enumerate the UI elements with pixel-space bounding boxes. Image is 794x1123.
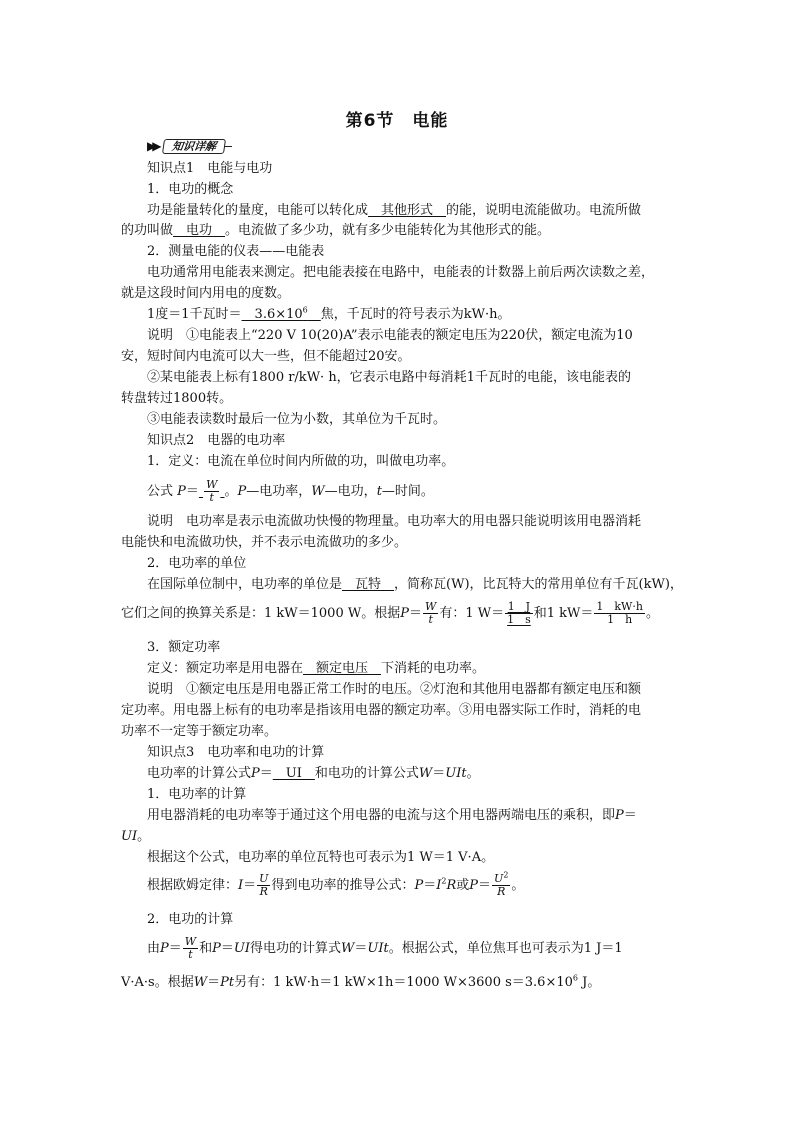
answer-blank: 电功 [173,223,226,238]
badge-divider [224,146,232,147]
answer-blank: UI [272,766,315,781]
fraction-u-over-r: $\frac{U}{R}$ [259,872,269,898]
knowledge-badge [147,138,232,154]
fraction-w-over-t: $\frac{W}{t}$ [206,478,218,504]
answer-blank: 其他形式 [368,203,447,218]
kp2-heading: 知识点2 电器的电功率 [147,433,286,448]
double-arrow-icon: ▶▶ [147,139,158,153]
kp2-unit-line2: 它们之间的换算关系是：1 kW＝1000 W。根据P＝ $\frac{W}{t}$ 有：1 W＝ $\frac{1 J}{1 s}$ 和1 kW＝ $\frac{1 kW\cdot h}{1 h}$ 。 [121,600,659,626]
fraction-w-over-t: $\frac{W}{t}$ [425,600,437,626]
kp1-s2-line2: 就是这段时间内用电的度数。 [121,286,291,301]
kp2-rated-def: 定义：额定功率是用电器在 额定电压 下消耗的电功率。 [147,661,486,676]
fraction-u2-over-r: $\frac{U^2}{R}$ [494,870,509,898]
kp1-s2-title: 2．测量电能的仪表——电能表 [147,244,325,259]
kp1-s1-title: 1．电功的概念 [147,182,234,197]
kp2-formula-line: 公式 P＝ $\frac{W}{t}$ 。P—电功率，W—电功，t—时间。 [147,478,434,504]
kp3-calc-line2: UI。 [121,829,151,844]
kp2-unit-title: 2．电功率的单位 [147,556,247,571]
answer-blank: 瓦特 [342,577,395,592]
kp3-work-title: 2．电功的计算 [147,912,234,927]
kp3-heading: 知识点3 电功率和电功的计算 [147,745,325,760]
kp2-note-line2: 电能快和电流做功快，并不表示电流做功的多少。 [121,535,408,550]
answer-blank [199,478,225,504]
kp3-formula-line: 电功率的计算公式P＝ UI 和电功的计算公式W＝UIt。 [147,766,480,781]
kp2-note-line1: 说明 电功率是表示电流做功快慢的物理量。电功率大的用电器只能说明该用电器消耗 [147,514,642,529]
kp1-note2-line2: 转盘转过1800转。 [121,391,233,406]
kp1-note3: ③电能表读数时最后一位为小数，其单位为千瓦时。 [147,412,447,427]
page-title: 第6节 电能 [345,111,449,131]
kp2-rated-note2: 定功率。用电器上标有的电功率是指该用电器的额定功率。③用电器实际工作时，消耗的电 [121,703,642,718]
kp1-note2-line1: ②某电能表上标有1800 r/kW· h，它表示电路中每消耗1千瓦时的电能，该电能表的 [147,370,631,385]
kp2-rated-note3: 功率不一定等于额定功率。 [121,724,278,739]
kp2-rated-title: 3．额定功率 [147,640,221,655]
kp1-s1-line2: 的功叫做 电功 。电流做了多少功，就有多少电能转化为其他形式的能。 [121,223,551,238]
kp3-calc-line1: 用电器消耗的电功率等于通过这个用电器的电流与这个用电器两端电压的乘积，即P＝ [147,808,637,823]
kp2-definition: 1．定义：电流在单位时间内所做的功，叫做电功率。 [147,454,455,469]
fraction-j-over-s: $\frac{1 J}{1 s}$ [507,600,531,626]
badge-label: 知识详解 [162,139,226,154]
kp3-work-line2: V·A·s。根据W＝Pt另有：1 kW·h＝1 kW×1h＝1000 W×3600 $s=3.6\times 10^6$ J。 [121,973,601,990]
kp1-s2-line1: 电功通常用电能表来测定。把电能表接在电路中，电能表的计数器上前后两次读数之差， [147,265,655,280]
answer-blank: 额定电压 [303,661,382,676]
kp1-heading: 知识点1 电能与电功 [147,161,273,176]
kp3-calc-title: 1．电功率的计算 [147,787,247,802]
kp1-s1-line1: 功是能量转化的量度，电能可以转化成 其他形式 的能，说明电流能做功。电流所做 [147,203,642,218]
fraction-w-over-t: $\frac{W}{t}$ [184,935,197,961]
kp2-rated-note1: 说明 ①额定电压是用电器正常工作时的电压。②灯泡和其他用电器都有额定电压和额 [147,682,642,697]
answer-blank: $3.6\times 10^6$ [241,305,308,322]
kp1-note1-line2: 安，短时间内电流可以大一些，但不能超过20安。 [121,349,411,364]
kp3-calc-line3: 根据这个公式，电功率的单位瓦特也可表示为1 W＝1 V·A。 [147,850,495,865]
fraction-kwh-over-h: $\frac{1 kW\cdot h}{1 h}$ [596,600,643,626]
kp3-work-line1: 由P＝ $\frac{W}{t}$ 和P＝UI得电功的计算式W＝UIt。根据公式，单位焦耳也可表示为1 J＝1 [147,935,623,961]
kp1-unit-line: 1度＝1千瓦时＝ $3.6\times 10^6$ 焦，千瓦时的符号表示为kW·h。 [147,305,511,322]
kp1-note1-line1: 说明 ①电能表上“220 V 10(20)A”表示电能表的额定电压为220伏，额定电流为10 [147,328,633,343]
kp3-ohm-line: 根据欧姆定律：I＝ $\frac{U}{R}$ 得到电功率的推导公式：$P=I^2R$或P＝ $\frac{U^2}{R}$ 。 [147,870,525,898]
kp2-unit-line1: 在国际单位制中，电功率的单位是 瓦特 ，简称瓦(W)，比瓦特大的常用单位有千瓦(kW)， [147,577,683,592]
